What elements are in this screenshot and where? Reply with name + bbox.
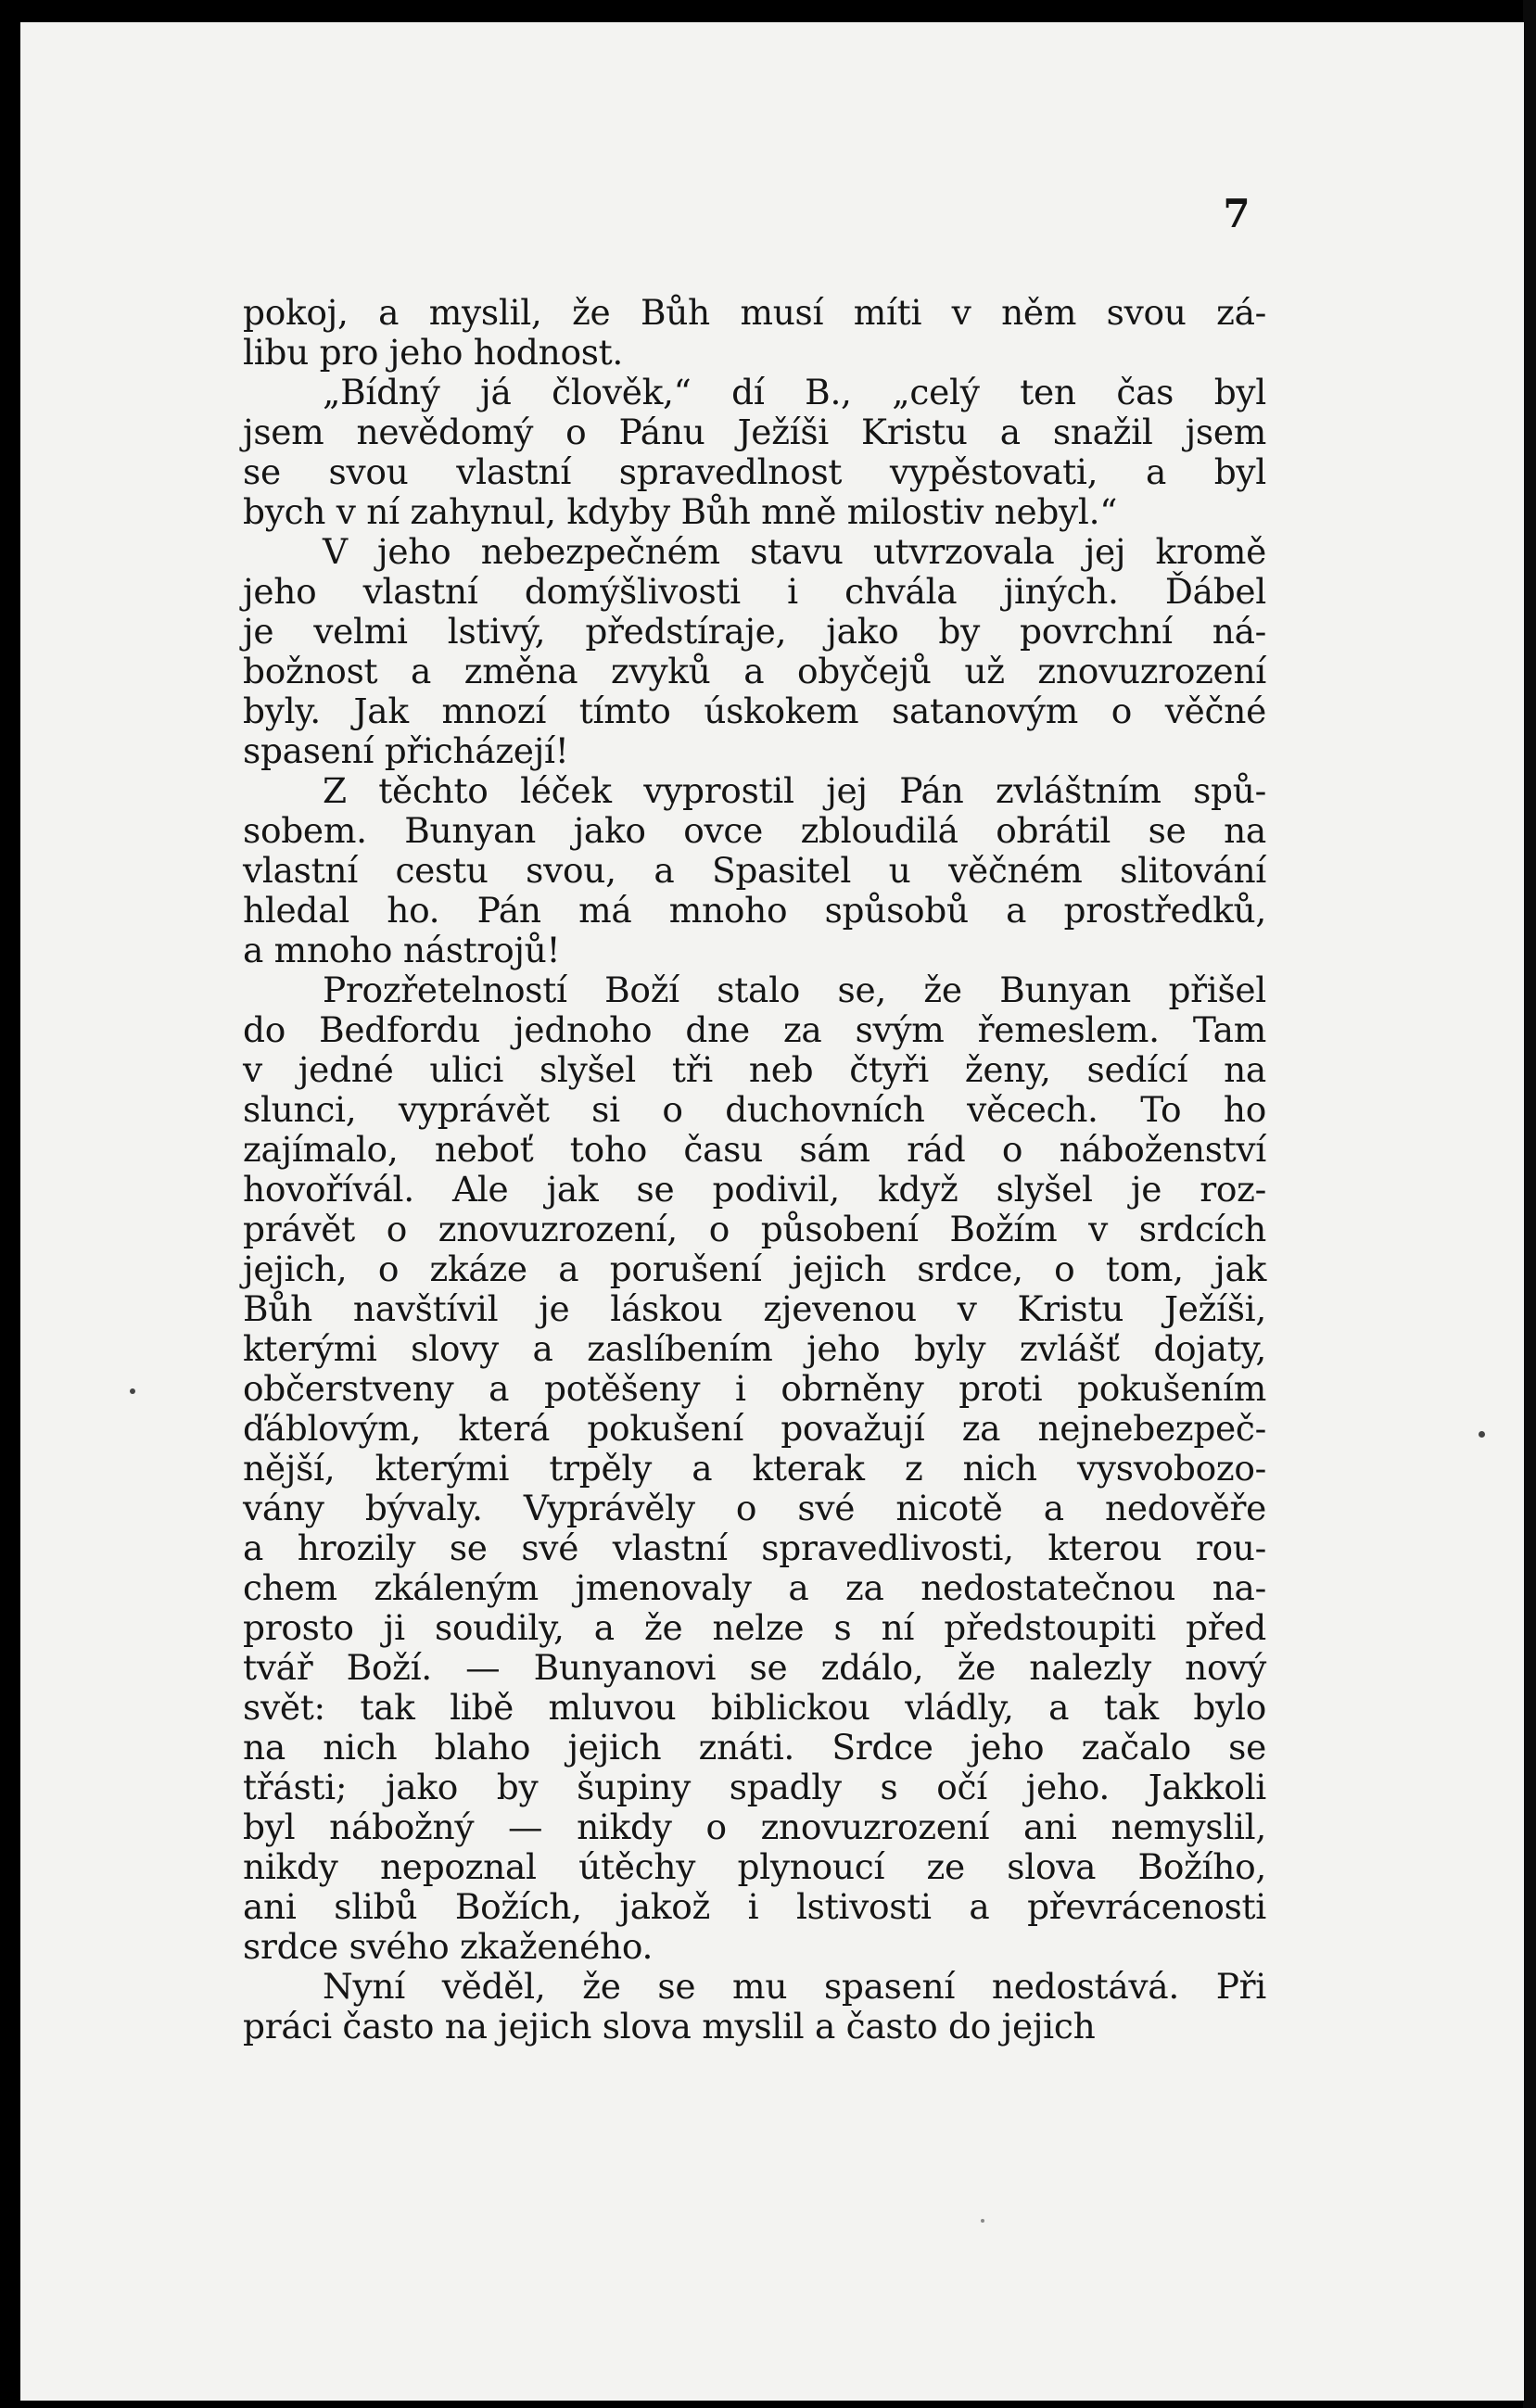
text-line: nější, kterými trpěly a kterak z nich vysvobozo-	[243, 1448, 1266, 1489]
scan-border-right	[1523, 0, 1536, 2408]
text-line: prosto ji soudily, a že nelze s ní předstoupiti před	[243, 1607, 1266, 1648]
text-line: svět: tak libě mluvou biblickou vládly, a tak bylo	[243, 1687, 1266, 1728]
text-line: nikdy nepoznal útěchy plynoucí ze slova Božího,	[243, 1846, 1266, 1887]
text-line: Nyní věděl, že se mu spasení nedostává. Při	[323, 1966, 1266, 2007]
scan-border-top	[0, 0, 1536, 24]
paragraph	[243, 373, 1266, 532]
text-line: sobem. Bunyan jako ovce zbloudilá obrátil se na	[243, 810, 1266, 851]
paragraph	[243, 1967, 1266, 2047]
text-line: zajímalo, neboť toho času sám rád o náboženství	[243, 1129, 1266, 1170]
text-line: pokoj, a myslil, že Bůh musí míti v něm svou zá-	[243, 292, 1266, 333]
body-text	[243, 293, 1266, 2047]
text-line: Prozřetelností Boží stalo se, že Bunyan přišel	[323, 970, 1266, 1010]
text-line: byl nábožný — nikdy o znovuzrození ani nemyslil,	[243, 1806, 1266, 1847]
text-line: „Bídný já člověk,“ dí B., „celý ten čas byl	[323, 372, 1266, 412]
text-line: ďáblovým, která pokušení považují za nejnebezpeč-	[243, 1408, 1266, 1449]
scan-speck	[1479, 1431, 1485, 1438]
text-line: občerstveny a potěšeny i obrněny proti pokušením	[243, 1368, 1266, 1409]
text-line: spasení přicházejí!	[243, 730, 569, 771]
text-line: ani slibů Božích, jakož i lstivosti a převrácenosti	[243, 1886, 1266, 1927]
paragraph	[243, 293, 1266, 373]
text-line: V jeho nebezpečném stavu utvrzovala jej kromě	[323, 531, 1266, 572]
text-line: jejich, o zkáze a porušení jejich srdce, o tom, jak	[243, 1248, 1266, 1289]
text-line: třásti; jako by šupiny spadly s očí jeho. Jakkoli	[243, 1767, 1266, 1807]
paragraph	[243, 970, 1266, 1967]
text-line: Z těchto léček vyprostil jej Pán zvláštním spů-	[323, 770, 1266, 811]
text-line: byly. Jak mnozí tímto úskokem satanovým o věčné	[243, 691, 1266, 731]
text-line: slunci, vyprávět si o duchovních věcech. To ho	[243, 1089, 1266, 1130]
text-line: bych v ní zahynul, kdyby Bůh mně milostiv nebyl.“	[243, 491, 1118, 532]
page-number: 7	[1223, 191, 1250, 236]
text-line: v jedné ulici slyšel tři neb čtyři ženy, sedící na	[243, 1049, 1266, 1090]
paragraph	[243, 771, 1266, 970]
text-line: a mnoho nástrojů!	[243, 930, 561, 970]
text-line: chem zkáleným jmenovaly a za nedostatečnou na-	[243, 1567, 1266, 1608]
text-line: srdce svého zkaženého.	[243, 1926, 654, 1967]
paragraph	[243, 532, 1266, 771]
text-line: hledal ho. Pán má mnoho spůsobů a prostředků,	[243, 890, 1266, 931]
text-line: Bůh navštívil je láskou zjevenou v Kristu Ježíši,	[243, 1288, 1266, 1329]
text-line: libu pro jeho hodnost.	[243, 332, 624, 373]
text-line: do Bedfordu jednoho dne za svým řemeslem. Tam	[243, 1009, 1266, 1050]
scan-speck	[130, 1388, 135, 1394]
text-line: jeho vlastní domýšlivosti i chvála jiných. Ďábel	[243, 571, 1266, 612]
text-line: a hrozily se své vlastní spravedlivosti, kterou rou-	[243, 1527, 1266, 1568]
text-line: kterými slovy a zaslíbením jeho byly zvlášť dojaty,	[243, 1328, 1266, 1369]
text-line: právět o znovuzrození, o působení Božím v srdcích	[243, 1209, 1266, 1249]
text-line: tvář Boží. — Bunyanovi se zdálo, že nalezly nový	[243, 1647, 1266, 1688]
book-page	[20, 22, 1524, 2401]
scan-speck	[981, 2219, 984, 2223]
text-line: hovořívál. Ale jak se podivil, když slyšel je roz-	[243, 1169, 1266, 1210]
text-line: práci často na jejich slova myslil a často do jejich	[243, 2006, 1096, 2047]
text-line: na nich blaho jejich znáti. Srdce jeho začalo se	[243, 1727, 1266, 1768]
text-line: je velmi lstivý, předstíraje, jako by povrchní ná-	[243, 611, 1266, 652]
text-line: jsem nevědomý o Pánu Ježíši Kristu a snažil jsem	[243, 412, 1266, 452]
text-line: vlastní cestu svou, a Spasitel u věčném slitování	[243, 850, 1266, 891]
text-line: se svou vlastní spravedlnost vypěstovati, a byl	[243, 451, 1266, 492]
text-line: vány bývaly. Vyprávěly o své nicotě a nedověře	[243, 1488, 1266, 1528]
text-line: božnost a změna zvyků a obyčejů už znovuzrození	[243, 651, 1266, 691]
